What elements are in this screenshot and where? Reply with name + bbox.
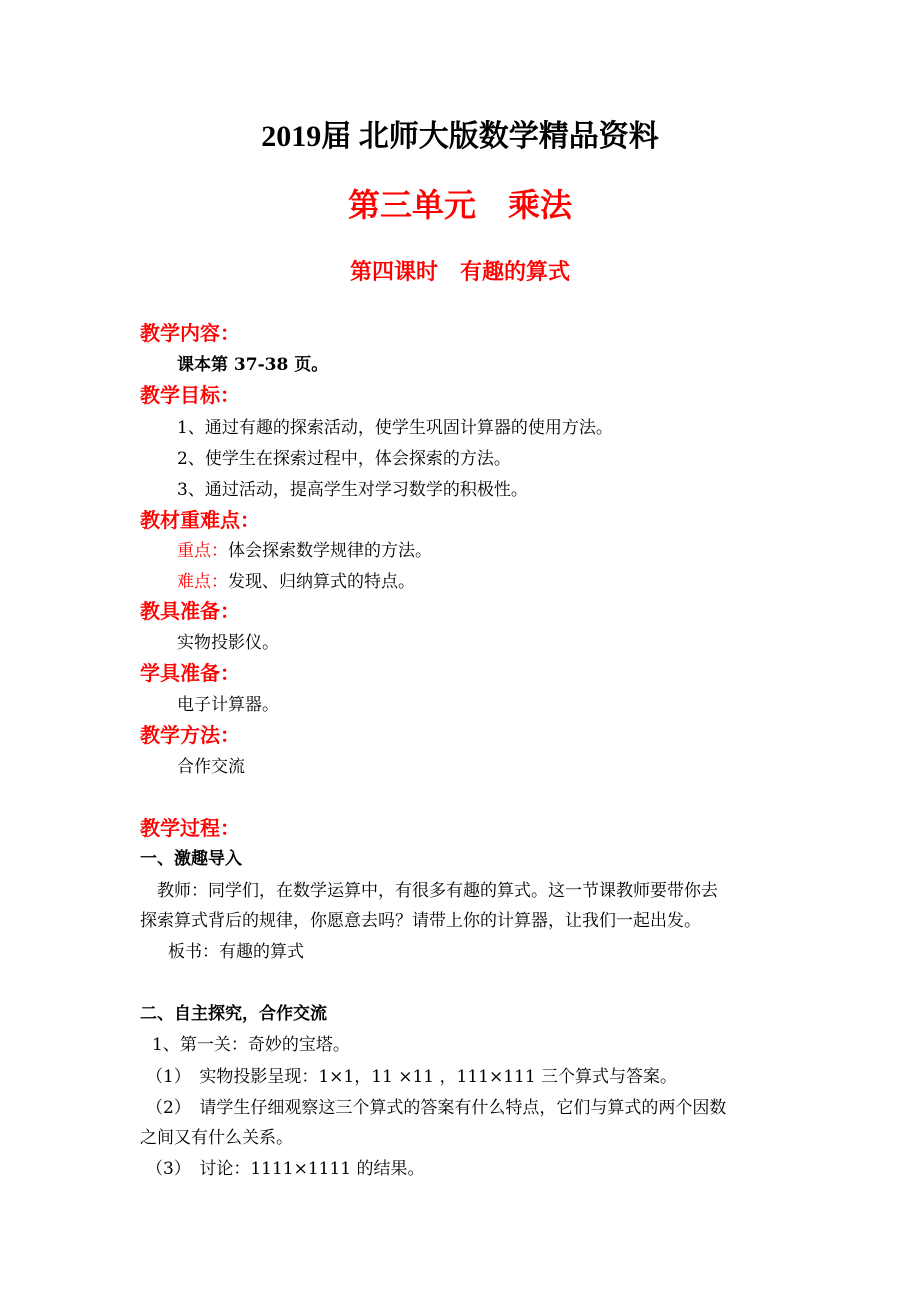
content-heading: 教学内容： xyxy=(140,321,240,345)
difficult-text: 发现、归纳算式的特点。 xyxy=(228,572,415,592)
part2-line: 之间又有什么关系。 xyxy=(140,1128,293,1148)
lesson-title: 第四课时 有趣的算式 xyxy=(349,259,570,285)
process-heading: 教学过程： xyxy=(140,816,240,840)
difficult-label: 难点： xyxy=(177,572,228,592)
key-label: 重点： xyxy=(177,541,228,561)
keypoints-heading: 教材重难点： xyxy=(140,508,260,532)
method-text: 合作交流 xyxy=(177,757,245,777)
difficult-point xyxy=(177,570,415,594)
part2-title: 二、自主探究，合作交流 xyxy=(140,1004,327,1024)
document-title: 2019届 北师大版数学精品资料 xyxy=(261,120,659,153)
part1-line: 探索算式背后的规律，你愿意去吗？请带上你的计算器，让我们一起出发。 xyxy=(140,911,701,931)
part2-line: 1、第一关：奇妙的宝塔。 xyxy=(152,1035,350,1055)
part1-line: 教师：同学们，在数学运算中，有很多有趣的算式。这一节课教师要带你去 xyxy=(157,881,718,901)
teacher-tools-heading: 教具准备： xyxy=(140,599,240,623)
part2-line: （2） 请学生仔细观察这三个算式的答案有什么特点，它们与算式的两个因数 xyxy=(146,1098,727,1118)
goal-item: 1、通过有趣的探索活动，使学生巩固计算器的使用方法。 xyxy=(177,418,613,438)
method-heading: 教学方法： xyxy=(140,723,240,747)
key-point xyxy=(177,539,432,563)
student-tools-text: 电子计算器。 xyxy=(177,695,279,715)
part2-line: （3） 讨论：1111×1111 的结果。 xyxy=(146,1159,425,1179)
goals-heading: 教学目标： xyxy=(140,383,240,407)
goal-item: 3、通过活动，提高学生对学习数学的积极性。 xyxy=(177,480,528,500)
content-text: 课本第 37-38 页。 xyxy=(177,355,329,375)
part2-line: （1） 实物投影呈现：1×1，11 ×11 ，111×111 三个算式与答案。 xyxy=(146,1067,678,1087)
key-text: 体会探索数学规律的方法。 xyxy=(228,541,432,561)
teacher-tools-text: 实物投影仪。 xyxy=(177,633,279,653)
unit-title: 第三单元 乘法 xyxy=(347,186,572,224)
student-tools-heading: 学具准备： xyxy=(140,661,240,685)
part1-title: 一、激趣导入 xyxy=(140,849,242,869)
part1-line: 板书：有趣的算式 xyxy=(168,942,304,962)
goal-item: 2、使学生在探索过程中，体会探索的方法。 xyxy=(177,449,511,469)
